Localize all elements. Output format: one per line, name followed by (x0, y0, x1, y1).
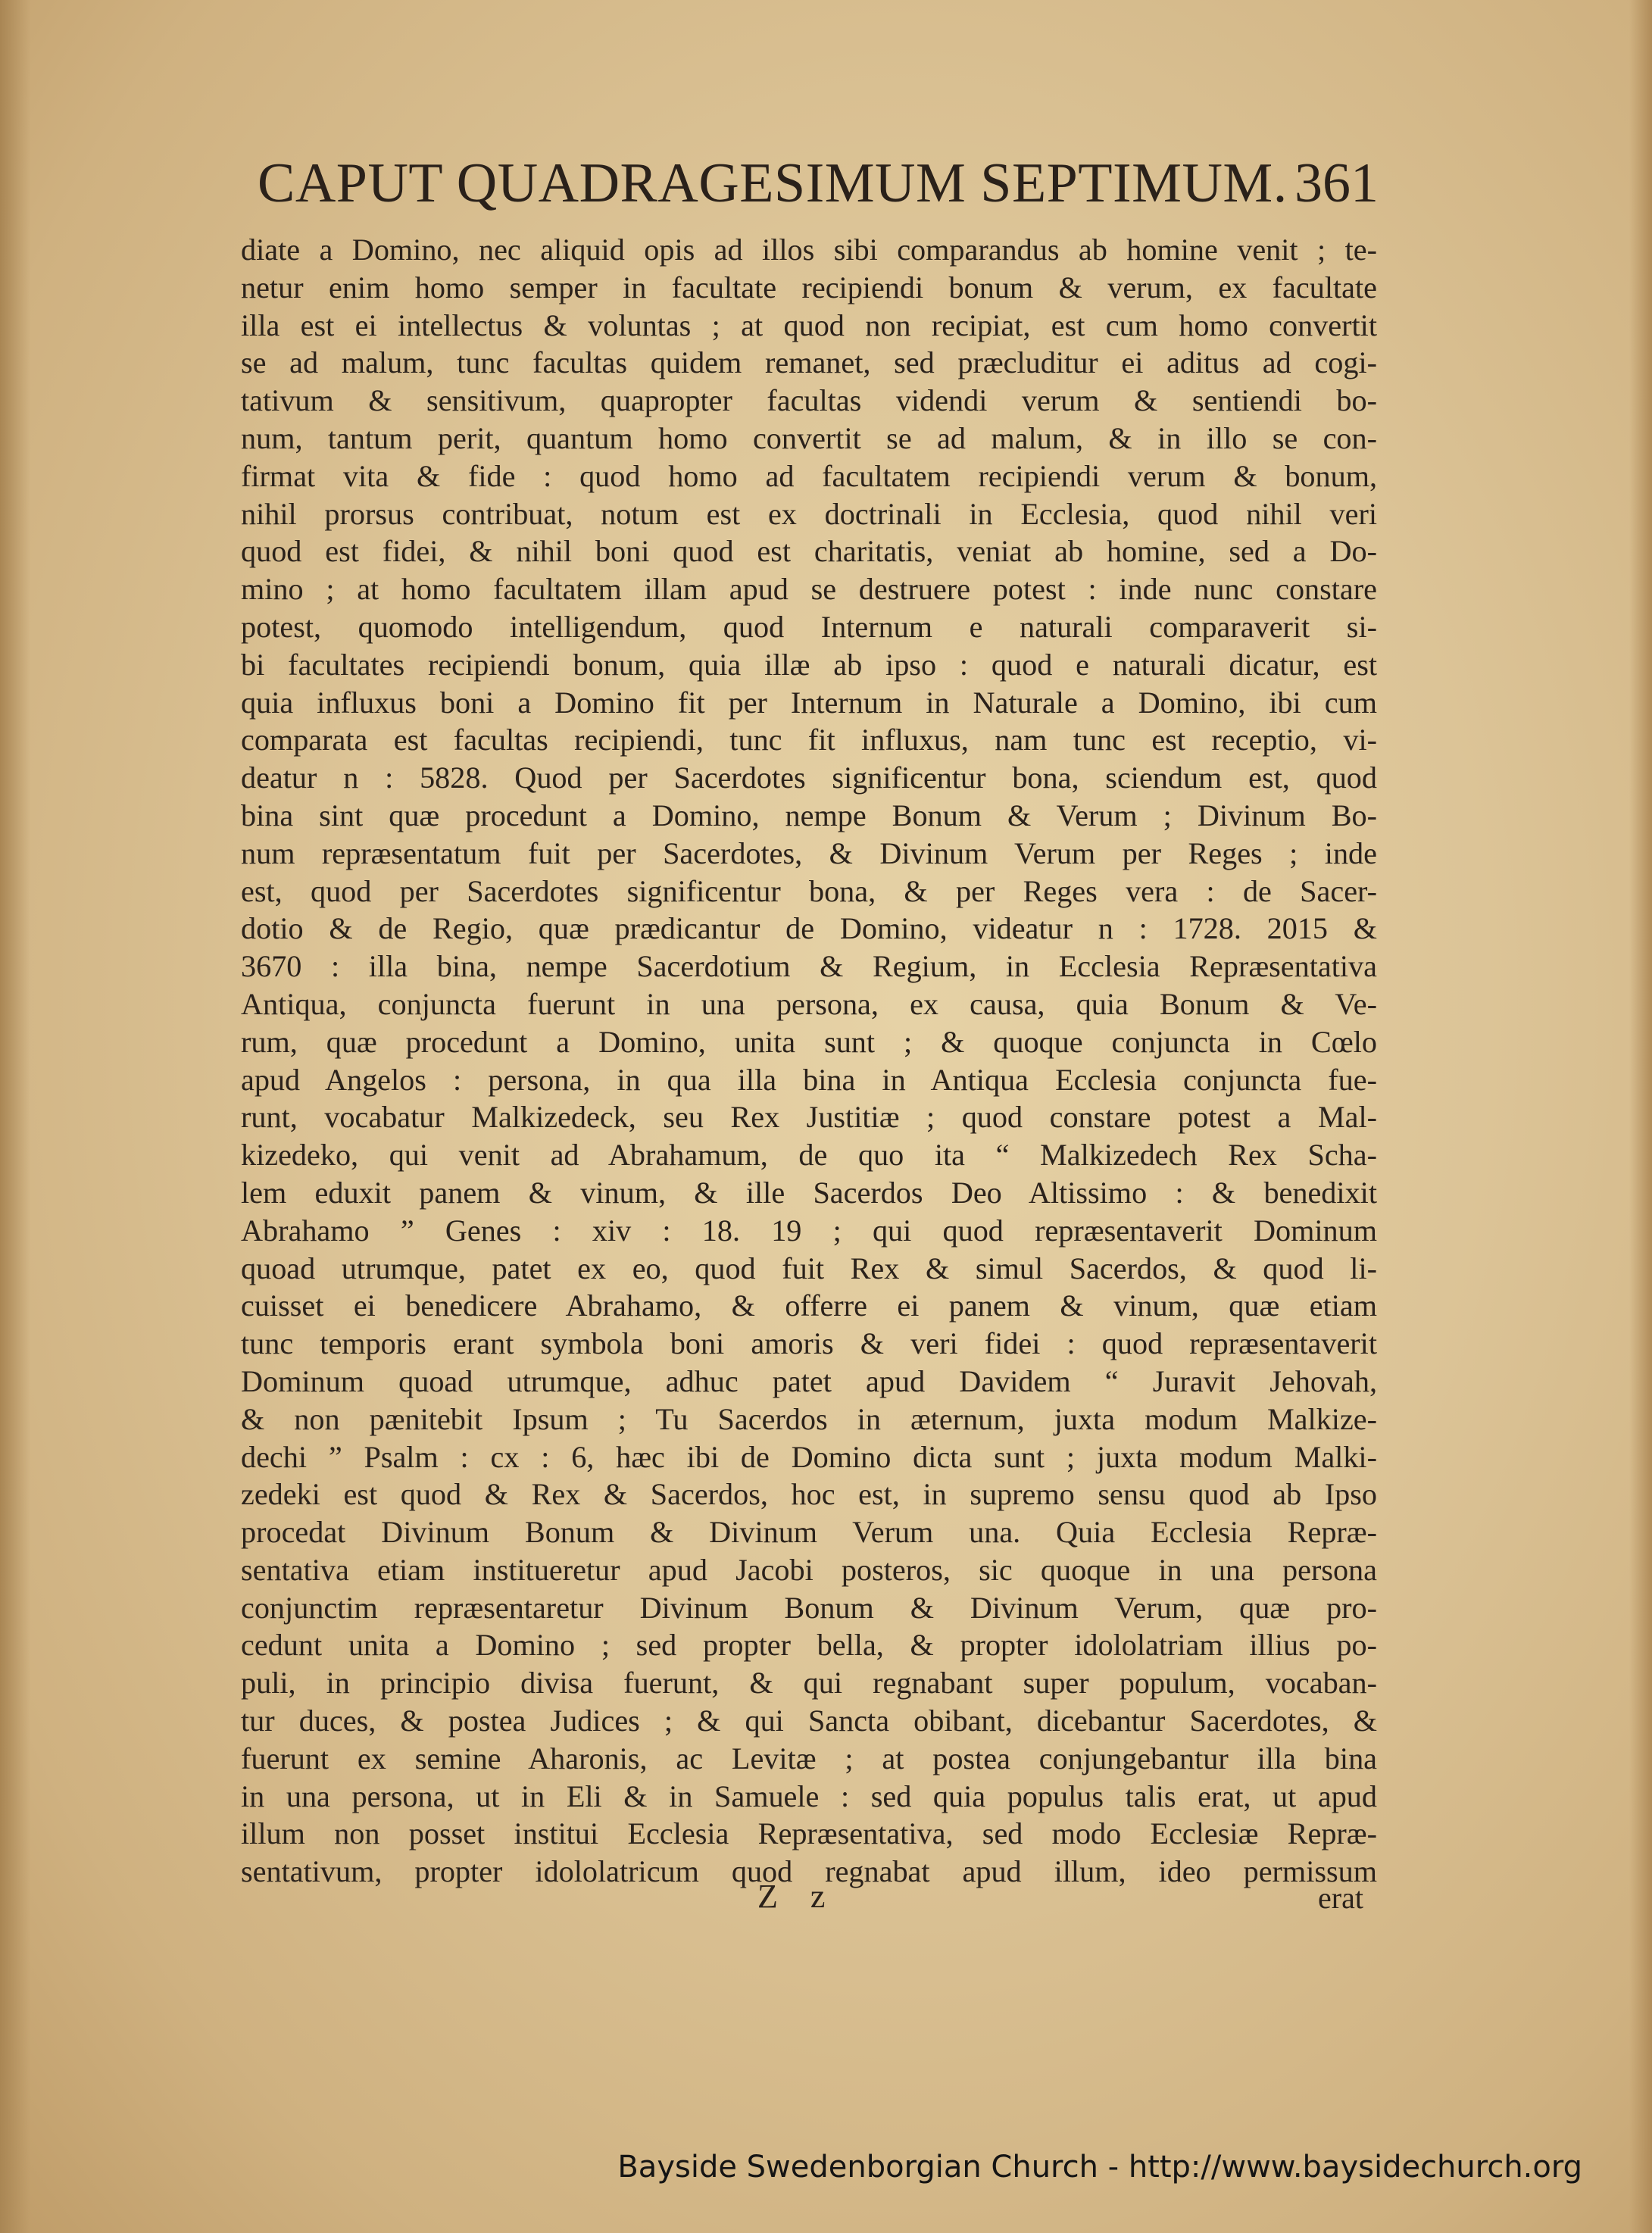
text-line: Abrahamo ” Genes : xiv : 18. 19 ; qui quod repræsentaverit Dominum (241, 1213, 1377, 1248)
text-line: num, tantum perit, quantum homo convertit se ad malum, & in illo se con- (241, 420, 1377, 455)
text-line: illa est ei intellectus & voluntas ; at quod non recipiat, est cum homo convertit (241, 308, 1377, 342)
text-line: tativum & sensitivum, quapropter facultas videndi verum & sentiendi bo- (241, 383, 1377, 418)
text-line: conjunctim repræsentaretur Divinum Bonum & Divinum Verum, quæ pro- (241, 1590, 1377, 1625)
signature-mark: Z z (757, 1878, 838, 1915)
text-line: quod est fidei, & nihil boni quod est charitatis, veniat ab homine, sed a Do- (241, 534, 1377, 569)
running-head: CAPUT QUADRAGESIMUM SEPTIMUM. (258, 152, 1288, 214)
text-line: puli, in principio divisa fuerunt, & qui regnabant super populum, vocaban- (241, 1666, 1377, 1701)
page-edge-shadow-right (1629, 0, 1652, 2233)
text-line: sentativum, propter idololatricum quod regnabat apud illum, ideo permissum (241, 1854, 1377, 1889)
text-line: tunc temporis erant symbola boni amoris & veri fidei : quod repræsentaverit (241, 1326, 1377, 1361)
page-edge-shadow-left (0, 0, 30, 2233)
text-line: comparata est facultas recipiendi, tunc fit influxus, nam tunc est receptio, vi- (241, 723, 1377, 757)
text-line: quoad utrumque, patet ex eo, quod fuit Rex & simul Sacerdos, & quod li- (241, 1251, 1377, 1285)
text-line: zedeki est quod & Rex & Sacerdos, hoc est, in supremo sensu quod ab Ipso (241, 1477, 1377, 1512)
text-line: netur enim homo semper in facultate recipiendi bonum & verum, ex facultate (241, 270, 1377, 304)
text-line: se ad malum, tunc facultas quidem remanet, sed præcluditur ei aditus ad cogi- (241, 345, 1377, 380)
text-line: diate a Domino, nec aliquid opis ad illos sibi comparandus ab homine venit ; te- (241, 233, 1377, 267)
text-line: mino ; at homo facultatem illam apud se destruere potest : inde nunc constare (241, 572, 1377, 607)
text-line: dotio & de Regio, quæ prædicantur de Domino, videatur n : 1728. 2015 & (241, 911, 1377, 946)
text-line: 3670 : illa bina, nempe Sacerdotium & Regium, in Ecclesia Repræsentativa (241, 949, 1377, 984)
text-line: dechi ” Psalm : cx : 6, hæc ibi de Domino dicta sunt ; juxta modum Malki- (241, 1439, 1377, 1474)
text-line: lem eduxit panem & vinum, & ille Sacerdos Deo Altissimo : & benedixit (241, 1175, 1377, 1210)
text-line: kizedeko, qui venit ad Abrahamum, de quo ita “ Malkizedech Rex Scha- (241, 1138, 1377, 1173)
text-line: sentativa etiam institueretur apud Jacobi posteros, sic quoque in una persona (241, 1552, 1377, 1587)
text-line: & non pænitebit Ipsum ; Tu Sacerdos in æternum, juxta modum Malkize- (241, 1401, 1377, 1436)
text-line: deatur n : 5828. Quod per Sacerdotes significentur bona, sciendum est, quod (241, 760, 1377, 795)
text-line: apud Angelos : persona, in qua illa bina in Antiqua Ecclesia conjuncta fue- (241, 1062, 1377, 1097)
text-line: bi facultates recipiendi bonum, quia illæ ab ipso : quod e naturali dicatur, est (241, 647, 1377, 682)
text-line: potest, quomodo intelligendum, quod Internum e naturali comparaverit si- (241, 609, 1377, 644)
text-line: nihil prorsus contribuat, notum est ex doctrinali in Ecclesia, quod nihil veri (241, 496, 1377, 531)
text-line: quia influxus boni a Domino fit per Internum in Naturale a Domino, ibi cum (241, 685, 1377, 720)
page-header (258, 151, 1379, 227)
text-line: rum, quæ procedunt a Domino, unita sunt ; & quoque conjuncta in Cœlo (241, 1024, 1377, 1059)
text-line: illum non posset institui Ecclesia Repræsentativa, sed modo Ecclesiæ Repræ- (241, 1816, 1377, 1851)
body-text (241, 231, 1377, 1891)
text-line: bina sint quæ procedunt a Domino, nempe Bonum & Verum ; Divinum Bo- (241, 798, 1377, 832)
text-line: procedat Divinum Bonum & Divinum Verum una. Quia Ecclesia Repræ- (241, 1515, 1377, 1550)
text-line: Dominum quoad utrumque, adhuc patet apud Davidem “ Juravit Jehovah, (241, 1363, 1377, 1398)
text-line: cedunt unita a Domino ; sed propter bella, & propter idololatriam illius po- (241, 1628, 1377, 1663)
catchword: erat (1318, 1881, 1363, 1915)
text-line: runt, vocabatur Malkizedeck, seu Rex Justitiæ ; quod constare potest a Mal- (241, 1100, 1377, 1135)
text-line: est, quod per Sacerdotes significentur bona, & per Reges vera : de Sacer- (241, 873, 1377, 908)
text-line: fuerunt ex semine Aharonis, ac Levitæ ; at postea conjungebantur illa bina (241, 1741, 1377, 1775)
text-line: num repræsentatum fuit per Sacerdotes, & Divinum Verum per Reges ; inde (241, 835, 1377, 870)
text-line: in una persona, ut in Eli & in Samuele : sed quia populus talis erat, ut apud (241, 1779, 1377, 1813)
page-number: 361 (1294, 152, 1379, 214)
text-line: cuisset ei benedicere Abrahamo, & offerre ei panem & vinum, quæ etiam (241, 1288, 1377, 1323)
text-line: tur duces, & postea Judices ; & qui Sancta obibant, dicebantur Sacerdotes, & (241, 1704, 1377, 1738)
text-line: firmat vita & fide : quod homo ad facultatem recipiendi verum & bonum, (241, 458, 1377, 493)
watermark-credit: Bayside Swedenborgian Church - http://www.baysidechurch.org (617, 2150, 1582, 2185)
text-line: Antiqua, conjuncta fuerunt in una persona, ex causa, quia Bonum & Ve- (241, 986, 1377, 1021)
